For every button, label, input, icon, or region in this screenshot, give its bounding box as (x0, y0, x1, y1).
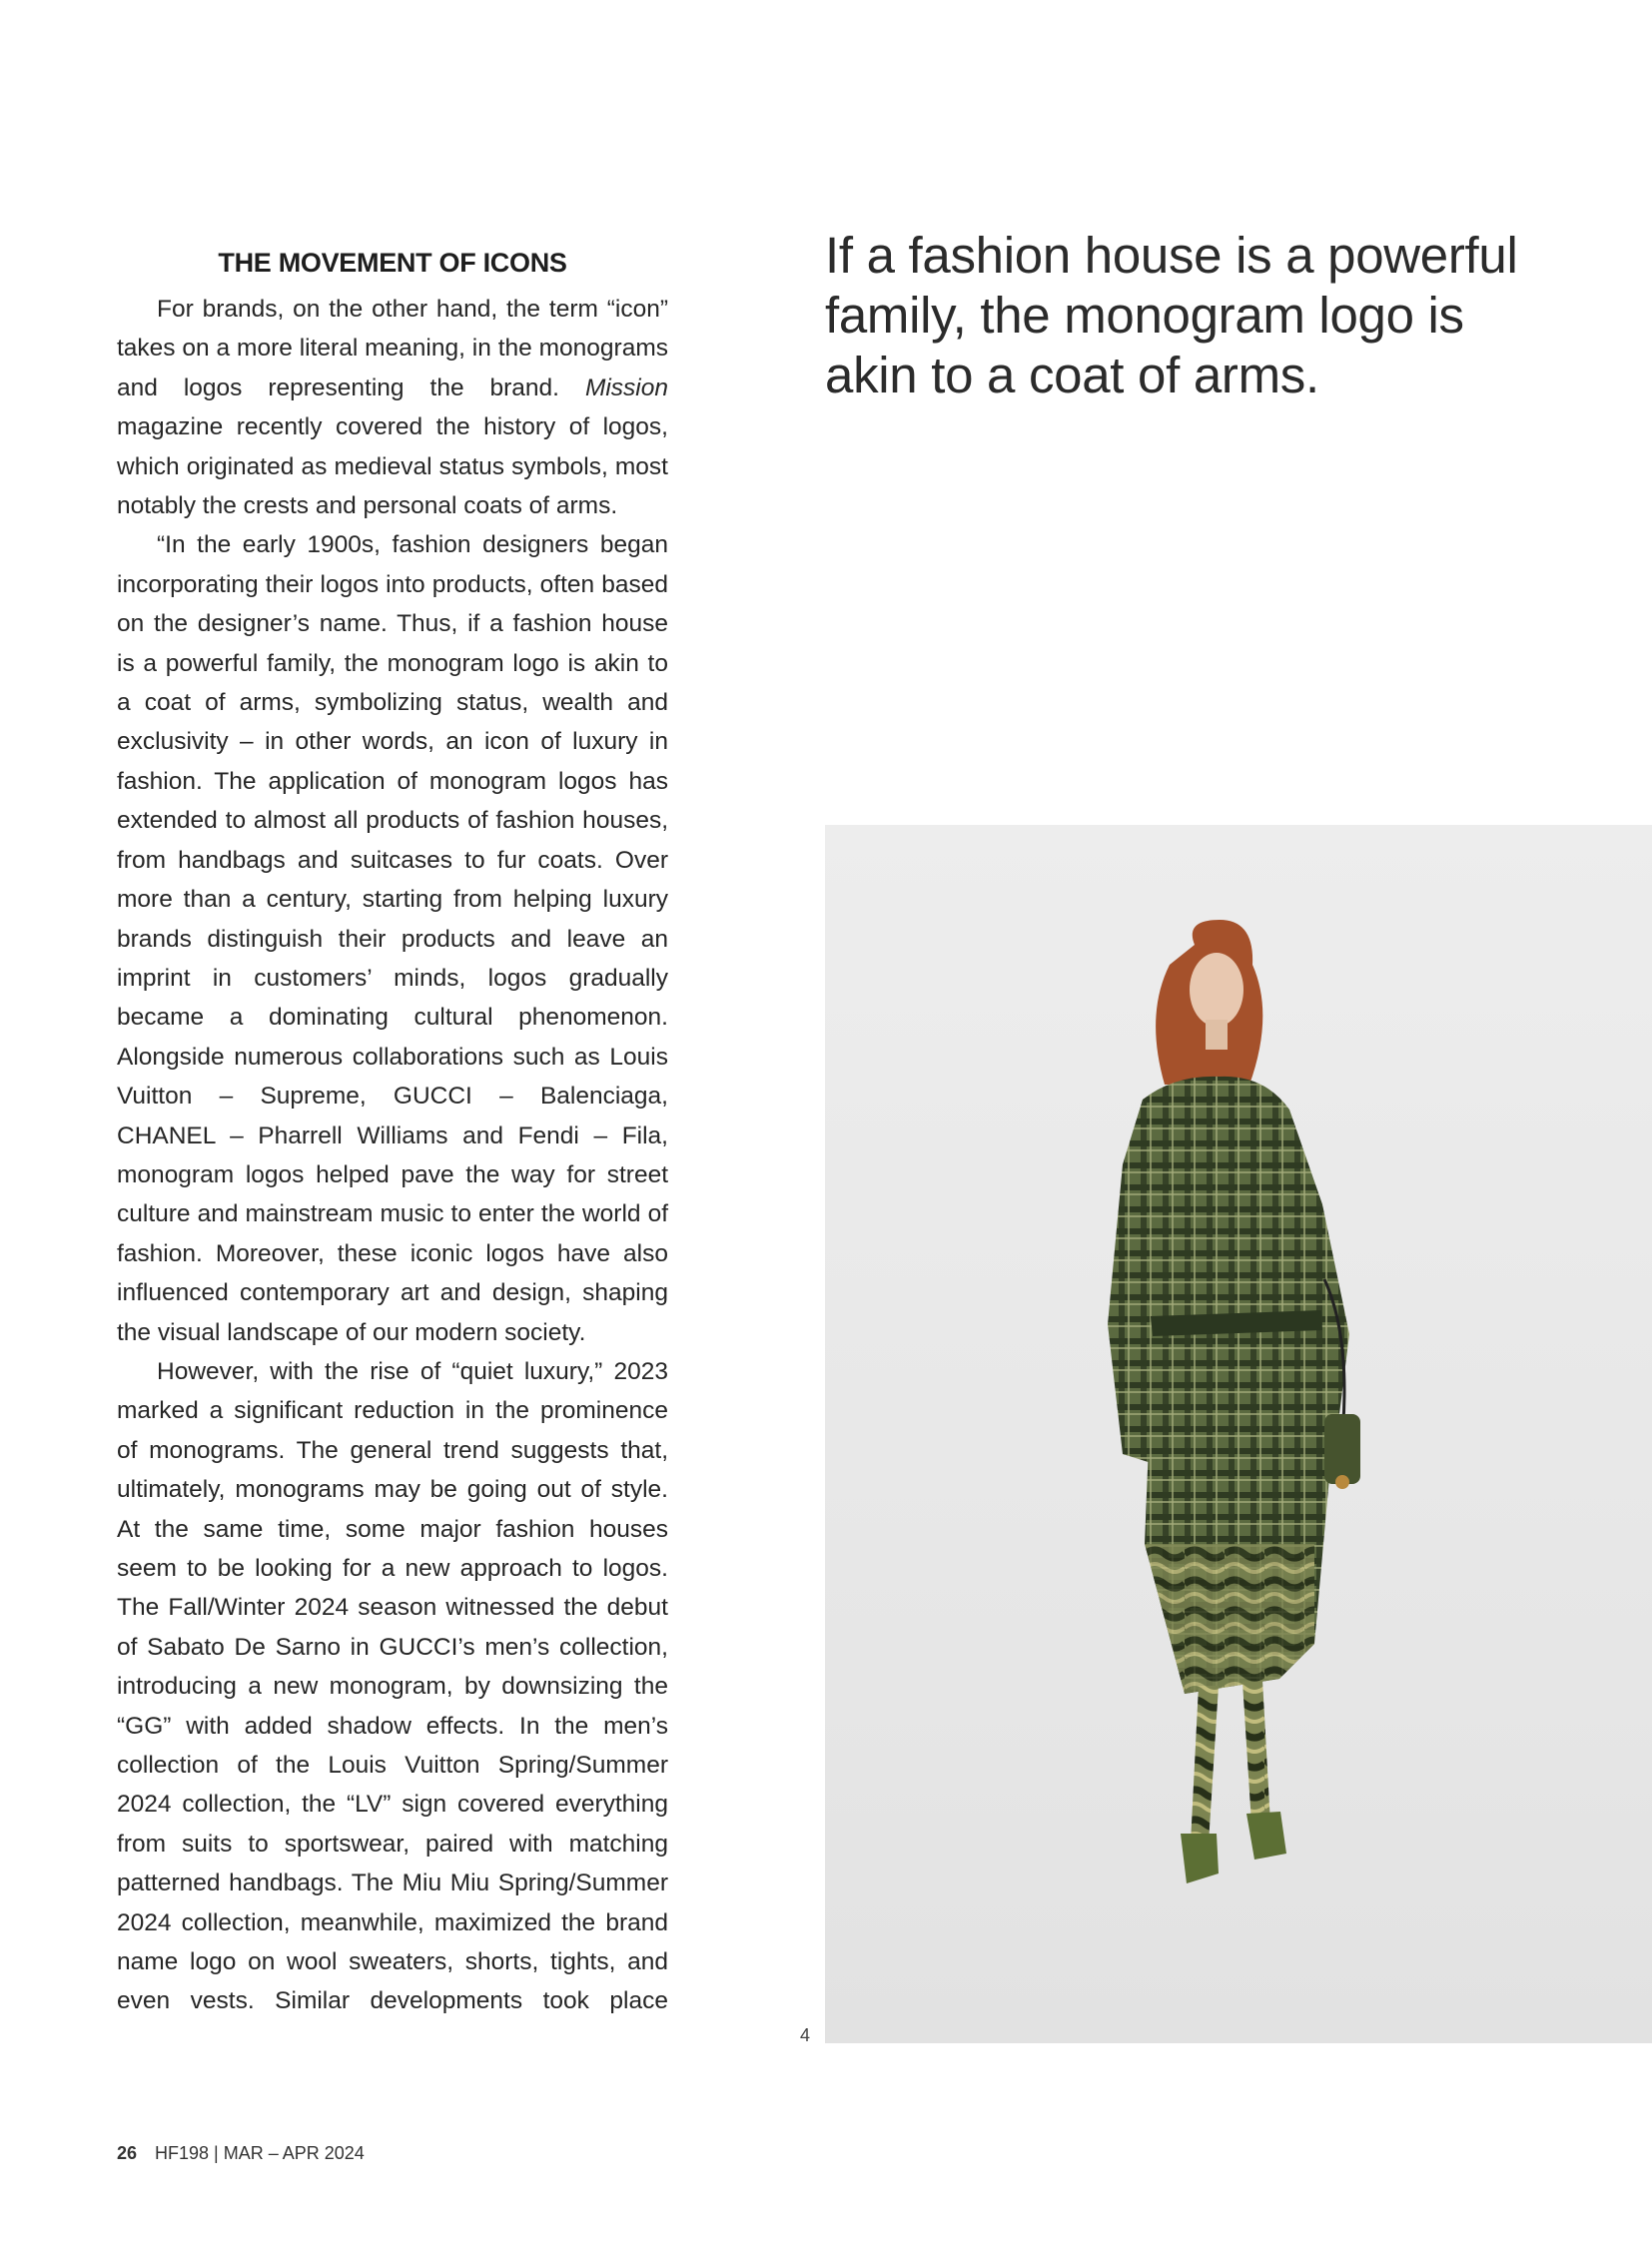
section-heading: THE MOVEMENT OF ICONS (218, 248, 567, 278)
paragraph-1-text-a: For brands, on the other hand, the term “icon” takes on a more literal meaning, in the monograms and logos representing the brand. (117, 296, 668, 401)
page-number: 26 (117, 2143, 138, 2163)
paragraph-1 (117, 290, 668, 525)
model-illustration (825, 825, 1652, 2043)
photo-number: 4 (800, 2025, 811, 2045)
paragraph-3: However, with the rise of “quiet luxury,” 2023 marked a significant reduction in the prominence of monograms. The general trend suggests that, ultimately, monograms may be going out of style. At the same time, some major fashion houses seem to be looking for a new approach to logos. The Fall/Winter 2024 season witnessed the debut of Sabato De Sarno in GUCCI’s men’s collection, introducing a new monogram, by downsizing the “GG” with added shadow effects. In the men’s collection of the Louis Vuitton Spring/Summer 2024 collection, the “LV” sign covered everything from suits to sportswear, paired with matching patterned handbags. The Miu Miu Spring/Summer 2024 collection, meanwhile, maximized the brand name logo on wool sweaters, shorts, tights, and even vests. Similar developments took place (117, 1357, 668, 2015)
issue-info: HF198 | MAR – APR 2024 (155, 2143, 365, 2163)
magazine-title: Mission (584, 374, 668, 401)
page-footer (117, 2143, 365, 2164)
fashion-photo (825, 825, 1652, 2043)
pull-quote: If a fashion house is a powerful family, the monogram logo is akin to a coat of arms. (825, 227, 1518, 403)
article-body (117, 290, 668, 2021)
paragraph-2: “In the early 1900s, fashion designers began incorporating their logos into products, often based on the designer’s name. Thus, if a fashion house is a powerful family, the monogram logo is akin to a coat of arms, symbolizing status, wealth and exclusivity – in other words, an icon of luxury in fashion. The application of monogram logos has extended to almost all products of fashion houses, from handbags and suitcases to fur coats. Over more than a century, starting from helping luxury brands distinguish their products and leave an imprint in customers’ minds, logos gradually became a dominating cultural phenomenon. Alongside numerous collaborations such as Louis Vuitton – Supreme, GUCCI – Balenciaga, CHANEL – Pharrell Williams and Fendi – Fila, monogram logos helped pave the way for street culture and mainstream music to enter the world of fashion. Moreover, these iconic logos have also influenced contemporary art and design, shaping the visual landscape of our modern society. (117, 531, 668, 1346)
paragraph-1-text-b: magazine recently covered the history of logos, which originated as medieval status symbols, most notably the crests and personal coats of arms. (117, 413, 668, 520)
